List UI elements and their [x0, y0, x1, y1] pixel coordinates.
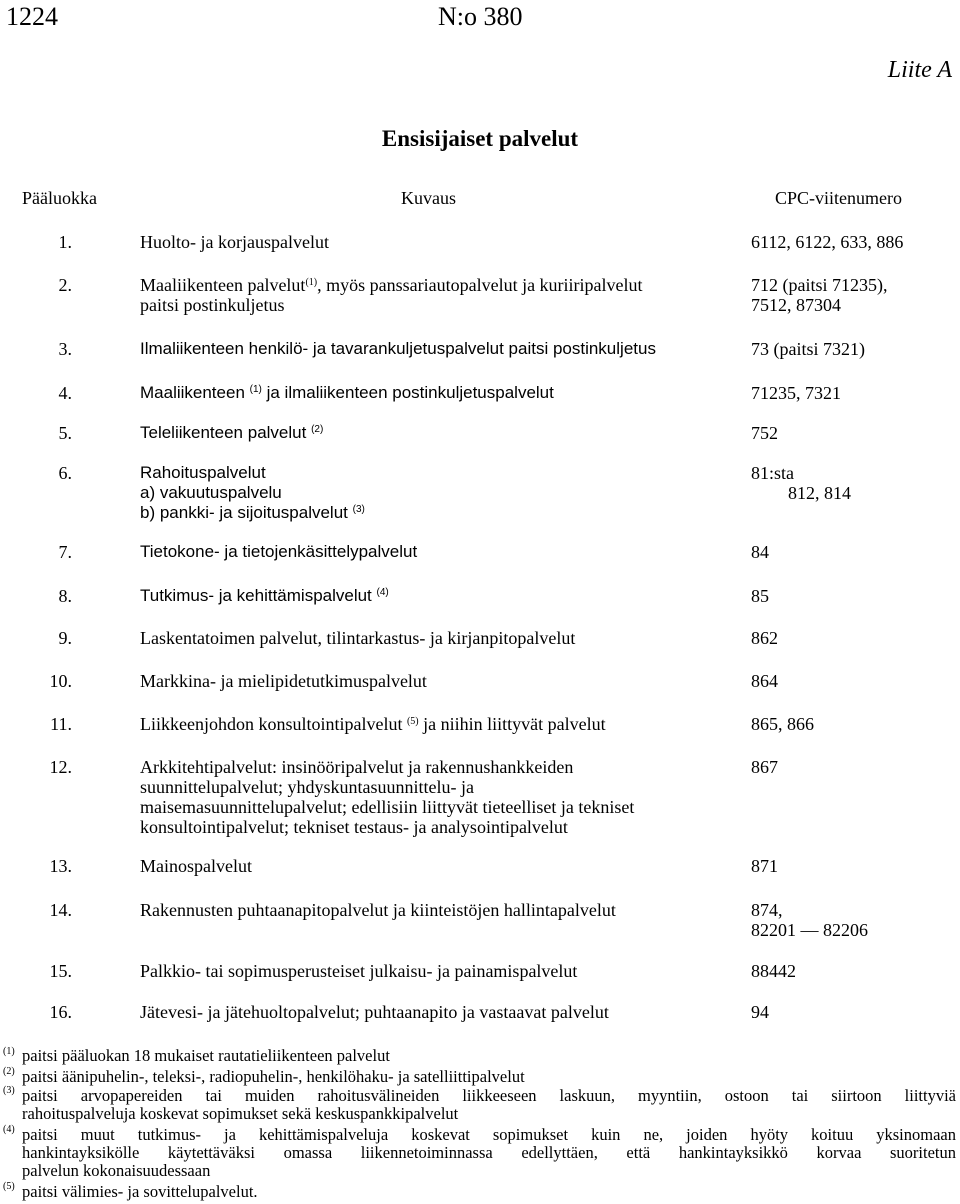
row-number: 8.: [58, 586, 72, 606]
row-number: 7.: [58, 542, 72, 562]
row-description: Maaliikenteen $^{(1)}$ ja ilmaliikenteen postinkuljetuspalvelut: [140, 383, 554, 402]
appendix-label: Liite A: [887, 57, 952, 83]
row-cpc: 6112, 6122, 633, 886: [751, 232, 904, 252]
row-description: Ilmaliikenteen henkilö- ja tavarankuljetuspalvelut paitsi postinkuljetus: [140, 339, 656, 358]
row-cpc: 94: [751, 1002, 769, 1022]
footnote-text: paitsi välimies- ja sovittelupalvelut.: [22, 1182, 258, 1201]
footnote-mark: (2): [3, 1066, 15, 1077]
row-cpc: 73 (paitsi 7321): [751, 339, 865, 359]
row-number: 14.: [49, 900, 72, 920]
row-description: Maaliikenteen palvelut$^{(1)}$, myös panssariautopalvelut ja kuriiripalvelut paitsi postinkuljetus: [140, 275, 643, 315]
footnote-mark: (4): [3, 1124, 15, 1135]
page-title: Ensisijaiset palvelut: [381, 126, 579, 151]
row-number: 5.: [58, 423, 72, 443]
row-cpc: 81:sta 812, 814: [751, 463, 851, 503]
row-cpc: 864: [751, 671, 778, 691]
footnote-mark: (5): [3, 1181, 15, 1192]
column-header-description: Kuvaus: [401, 188, 456, 208]
footnote-text: paitsi muut tutkimus- ja kehittämispalveluja koskevat sopimukset kuin ne, joiden hyöty koituu yksinomaan hankintayksikölle käytettäväksi omassa liikennetoiminnassa edellyttäen, että hankintayksikkö korvaa suoritetun palvelun kokonaisuudessaan: [22, 1125, 956, 1180]
footnote-ref: (4): [376, 587, 389, 598]
row-description: Liikkeenjohdon konsultointipalvelut $^{(5)}$ ja niihin liittyvät palvelut: [140, 714, 606, 734]
document-number: N:o 380: [438, 2, 523, 31]
page-number: 1224: [6, 2, 58, 31]
row-number: 1.: [58, 232, 72, 252]
row-description: Arkkitehtipalvelut: insinööripalvelut ja rakennushankkeiden suunnittelupalvelut; yhdyskuntasuunnittelu- ja maisemasuunnittelupalvelut; edellisiin liittyvät tieteelliset ja tekniset konsultointipalvelut; tekniset testaus- ja analysointipalvelut: [140, 757, 635, 837]
column-header-cpc: CPC-viitenumero: [775, 188, 902, 208]
footnote-text: paitsi pääluokan 18 mukaiset rautatieliikenteen palvelut: [22, 1046, 390, 1065]
row-description: Laskentatoimen palvelut, tilintarkastus- ja kirjanpitopalvelut: [140, 628, 576, 648]
row-cpc: 867: [751, 757, 778, 777]
row-cpc: 712 (paitsi 71235), 7512, 87304: [751, 275, 888, 315]
row-cpc: 865, 866: [751, 714, 814, 734]
footnote-mark: (3): [3, 1085, 15, 1096]
row-description: Huolto- ja korjauspalvelut: [140, 232, 329, 252]
footnote-text: paitsi arvopapereiden tai muiden rahoitusvälineiden liikkeeseen laskuun, myyntiin, ostoon tai siirtoon liittyviä rahoituspalveluja koskevat sopimukset sekä keskuspankkipalvelut: [22, 1086, 956, 1123]
row-number: 15.: [49, 961, 72, 981]
row-number: 9.: [58, 628, 72, 648]
row-description: Markkina- ja mielipidetutkimuspalvelut: [140, 671, 427, 691]
row-description: Jätevesi- ja jätehuoltopalvelut; puhtaanapito ja vastaavat palvelut: [140, 1002, 609, 1022]
row-number: 2.: [58, 275, 72, 295]
row-cpc: 871: [751, 856, 778, 876]
row-description: Rahoituspalvelut a) vakuutuspalvelu b) pankki- ja sijoituspalvelut $^{(3)}$: [140, 463, 365, 522]
row-cpc: 84: [751, 542, 769, 562]
row-description: Tutkimus- ja kehittämispalvelut $^{(4)}$: [140, 586, 389, 605]
row-cpc: 88442: [751, 961, 796, 981]
row-number: 11.: [50, 714, 72, 734]
row-cpc: 752: [751, 423, 778, 443]
row-description: Mainospalvelut: [140, 856, 252, 876]
row-cpc: 85: [751, 586, 769, 606]
row-cpc: 874, 82201 — 82206: [751, 900, 868, 940]
row-cpc: 71235, 7321: [751, 383, 841, 403]
footnote-ref: (2): [311, 424, 324, 435]
row-number: 10.: [49, 671, 72, 691]
row-number: 13.: [49, 856, 72, 876]
footnote-text: paitsi äänipuhelin-, teleksi-, radiopuhelin-, henkilöhaku- ja satelliittipalvelut: [22, 1067, 525, 1086]
row-description: Rakennusten puhtaanapitopalvelut ja kiinteistöjen hallintapalvelut: [140, 900, 616, 920]
row-description: Teleliikenteen palvelut $^{(2)}$: [140, 423, 324, 442]
column-header-main-class: Pääluokka: [22, 188, 97, 208]
row-description: Palkkio- tai sopimusperusteiset julkaisu- ja painamispalvelut: [140, 961, 578, 981]
row-cpc: 862: [751, 628, 778, 648]
row-number: 12.: [49, 757, 72, 777]
footnote-ref: (1): [305, 277, 318, 288]
row-number: 16.: [49, 1002, 72, 1022]
footnote-ref: (3): [352, 504, 365, 515]
footnote-ref: (1): [249, 384, 262, 395]
row-description: Tietokone- ja tietojenkäsittelypalvelut: [140, 542, 418, 561]
row-number: 6.: [58, 463, 72, 483]
row-number: 3.: [58, 339, 72, 359]
footnote-ref: (5): [406, 716, 419, 727]
footnote-mark: (1): [3, 1046, 15, 1057]
row-number: 4.: [58, 383, 72, 403]
